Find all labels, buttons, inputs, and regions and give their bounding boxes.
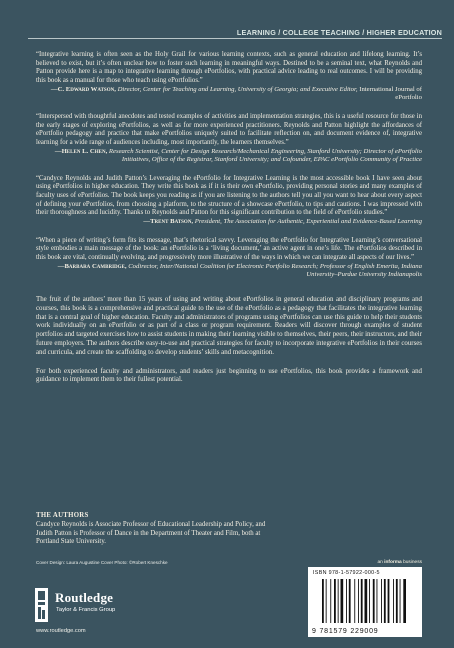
endorsement: [36, 113, 422, 165]
isbn-label: ISBN 978-1-57922-000-5: [313, 570, 380, 576]
endorser-title: Director, Center for Teaching and Learning, University of Georgia; and Executive Editor,: [117, 85, 358, 93]
endorser-name: —Barbara Cambridge,: [57, 262, 127, 270]
cover-credits: Cover Design: Laura Augustine Cover Photo: ©Robert Kneschke: [36, 560, 168, 565]
endorsement-attribution: [36, 86, 422, 103]
publisher-group: Taylor & Francis Group: [56, 607, 116, 613]
publisher-logo: [35, 588, 155, 624]
endorsement-text: “When a piece of writing’s form fits its message, that’s rhetorical savvy. Leveraging the ePortfolio for Integrative Learning’s conversational style embodies a main message of the book: an ePortfolio is a ‘living document,’ an active agent in one’s life. The ePortfolios described in this book are vital, continually evolving, and progressively more illustrative of the ways in which we can integrate all aspects of our lives.”: [36, 236, 422, 262]
endorser-extra: International Journal of ePortfolio: [359, 85, 422, 102]
barcode-number: 9 781579 229009: [312, 628, 379, 635]
endorsement-attribution: [36, 263, 422, 280]
informa-suffix: business: [403, 560, 422, 565]
informa-name: informa: [384, 560, 402, 565]
endorsement-attribution: [36, 218, 422, 227]
endorsement: [36, 237, 422, 280]
informa-business-label: [308, 560, 422, 565]
barcode: [308, 567, 422, 637]
endorser-title: Codirector, Inter/National Coalition for Electronic Portfolio Research; Professor of English Emerita, Indiana University–Purdue University Indianapolis: [128, 262, 422, 279]
endorser-name: —C. Edward Watson,: [50, 85, 116, 93]
endorser-title: President, The Association for Authentic, Experiential and Evidence-Based Learning: [194, 218, 422, 226]
description-paragraph: The fruit of the authors’ more than 15 years of using and writing about ePortfolios in general education and disciplinary programs and courses, this book is a comprehensive and practical guide to the use of the ePortfolio as a pedagogy that facilitates the integrative learning that is a central goal of higher education. Faculty and administrators of programs using ePortfolios can use this guide to help their students work individually on an ePortfolio or as part of a class or program requirement. Readers will discover through examples of student portfolios and targeted exercises how to assist students in making their learning visible to themselves, their peers, their instructors, and their future employers. The authors describe easy-to-use and practical strategies for faculty to incorporate integrative ePortfolios in their courses and curricula, and create the scaffolding to develop students’ skills and metacognition.: [36, 296, 422, 356]
endorsement: [36, 51, 422, 103]
book-description: [36, 296, 422, 395]
endorser-name: —Helen L. Chen,: [54, 147, 108, 155]
informa-prefix: an: [377, 560, 383, 565]
barcode-block: [308, 560, 422, 637]
authors-heading: THE AUTHORS: [36, 512, 89, 519]
endorsement-text: “Interspersed with thoughtful anecdotes and tested examples of activities and implementation strategies, this is a useful resource for those in the early stages of exploring ePortfolios, as well as for more experienced practitioners. Reynolds and Patton highlight the affordances of ePortfolio pedagogy and practice that make ePortfolios uniquely suited to facilitate reflection on, and document evidence of, integrative learning for a wide range of audiences including, most importantly, the learners themselves.”: [36, 112, 422, 146]
authors-section: [36, 512, 272, 547]
endorsements: [36, 51, 422, 290]
authors-bio: Candyce Reynolds is Associate Professor of Educational Leadership and Policy, and Judith Patton is Professor of Dance in the Department of Theater and Film, both at Portland State University.: [36, 521, 266, 545]
endorsement: [36, 175, 422, 227]
publisher-url: www.routledge.com: [36, 628, 86, 634]
endorser-title: Research Scientist, Center for Design Research/Mechanical Engineering, Stanford University; Director of ePortfolio Initiatives, Office of the Registrar, Stanford University; and Cofounder, EPAC ePortfolio Community of Practice: [108, 147, 422, 164]
category-bar: [28, 22, 442, 39]
routledge-mark-icon: [35, 588, 48, 622]
endorsement-text: “Candyce Reynolds and Judith Patton’s Leveraging the ePortfolio for Integrative Learning is the most accessible book I have seen about using ePortfolios in higher education. They write this book as if it is their own ePortfolio, providing personal stories and many examples of faculty uses of ePortfolios. The book keeps you reading as if you are listening to the authors tell you all you want to hear about every aspect of defining your ePortfolios, from choosing a platform, to the structure of a showcase ePortfolio, to tips and cautions. I was impressed with their thoroughness and lucidity. Thanks to Reynolds and Patton for this significant contribution to the field of ePortfolio studies.”: [36, 174, 422, 217]
endorsement-text: “Integrative learning is often seen as the Holy Grail for various learning contexts, such as general education and lifelong learning. It’s believed to exist, but it’s often unclear how to foster such learning in meaningful ways. Destined to be a seminal text, what Reynolds and Patton provide here is a map to integrative learning through ePortfolios, with practical advice leading to real outcomes. I will be providing this book as a manual for those who teach using ePortfolios.”: [36, 51, 422, 85]
description-paragraph: For both experienced faculty and administrators, and readers just beginning to use ePortfolios, this book provides a framework and guidance to implement them to their fullest potential.: [36, 367, 422, 384]
endorsement-attribution: [36, 148, 422, 165]
publisher-name: Routledge: [55, 590, 114, 605]
barcode-bars-icon: [322, 579, 408, 623]
endorser-name: —Trent Batson,: [143, 218, 194, 226]
category-label: LEARNING / COLLEGE TEACHING / HIGHER EDUCATION: [236, 28, 442, 37]
